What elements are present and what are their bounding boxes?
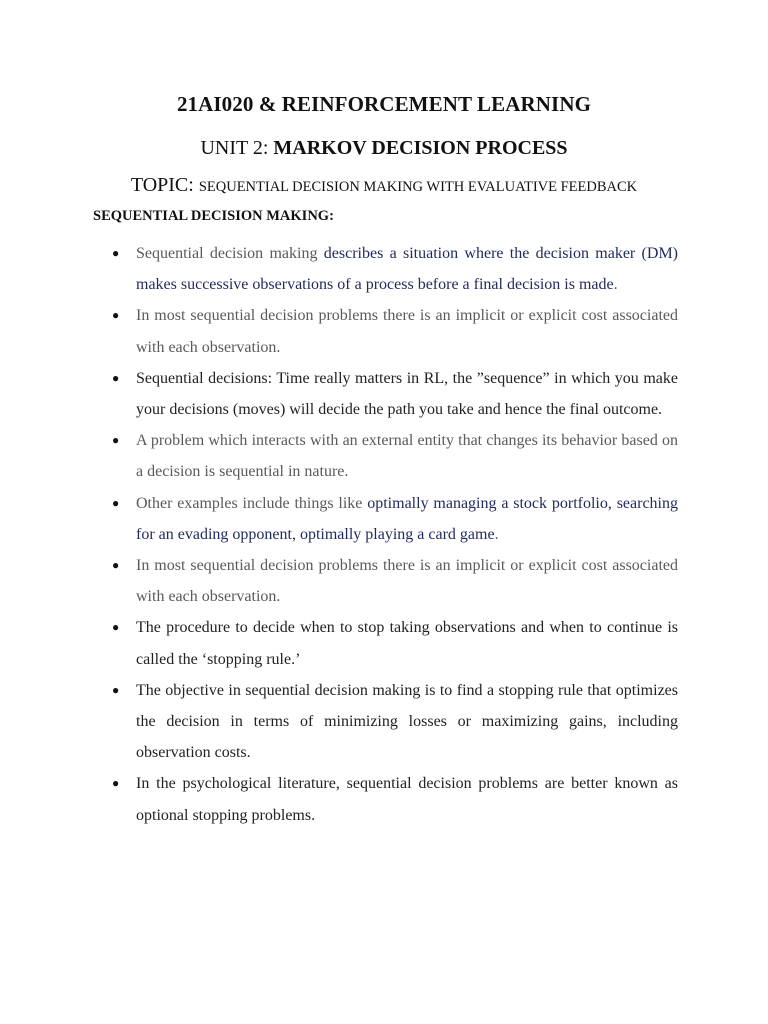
bullet-icon: ● [112,370,120,385]
list-item [110,768,678,830]
list-item [110,550,678,612]
bullet-icon: ● [112,682,120,697]
bullet-text: In the psychological literature, sequential decision problems are better known as optional stopping problems. [136,775,678,824]
bullet-text-part: . [494,525,499,543]
bullet-text: Sequential decisions: Time really matters in RL, the ”sequence” in which you make your decisions (moves) will decide the path you take and hence the final outcome. [136,369,678,419]
bullet-text-part: optimally managing a stock portfolio, searching for an evading opponent, optimally playing a card game [136,494,679,543]
bullet-icon: ● [112,620,120,635]
bullet-list [110,238,678,831]
unit-prefix: UNIT 2: [200,137,274,159]
bullet-icon: ● [112,776,120,791]
bullet-text: The objective in sequential decision making is to find a stopping rule that optimizes the decision in terms of minimizing losses or maximizing gains, including observation costs. [136,681,678,762]
unit-name: MARKOV DECISION PROCESS [273,137,568,159]
list-item [110,363,678,425]
bullet-icon: ● [112,495,120,510]
bullet-text: A problem which interacts with an external entity that changes its behavior based on a decision is sequential in nature. [136,432,678,481]
list-item [110,300,678,362]
list-item [110,612,678,674]
list-item [110,488,678,550]
topic-name: SEQUENTIAL DECISION MAKING WITH EVALUATIVE FEEDBACK [198,179,638,195]
topic-prefix: TOPIC: [130,174,199,196]
bullet-text: The procedure to decide when to stop taking observations and when to continue is called the ‘stopping rule.’ [136,619,678,668]
list-item [110,425,678,487]
list-item [110,675,678,769]
topic-heading [0,174,768,197]
bullet-icon: ● [112,308,120,323]
bullet-icon: ● [112,246,120,260]
bullet-icon: ● [112,433,120,448]
bullet-text-part: Other examples include things like [136,494,368,512]
document-title: 21AI020 & REINFORCEMENT LEARNING [176,92,592,116]
bullet-text: In most sequential decision problems there is an implicit or explicit cost associated with each observation. [136,557,678,606]
bullet-text-part: Sequential decision making [136,245,324,262]
bullet-text: In most sequential decision problems there is an implicit or explicit cost associated with each observation. [136,307,678,356]
bullet-text-part: . [613,276,618,294]
bullet-icon: ● [112,558,120,573]
section-heading: SEQUENTIAL DECISION MAKING: [93,208,334,224]
list-item [110,238,678,300]
bullet-text-part: describes a situation where the decision maker (DM) makes successive observations of a process before a final decision is made [136,245,678,294]
unit-heading [0,137,768,160]
